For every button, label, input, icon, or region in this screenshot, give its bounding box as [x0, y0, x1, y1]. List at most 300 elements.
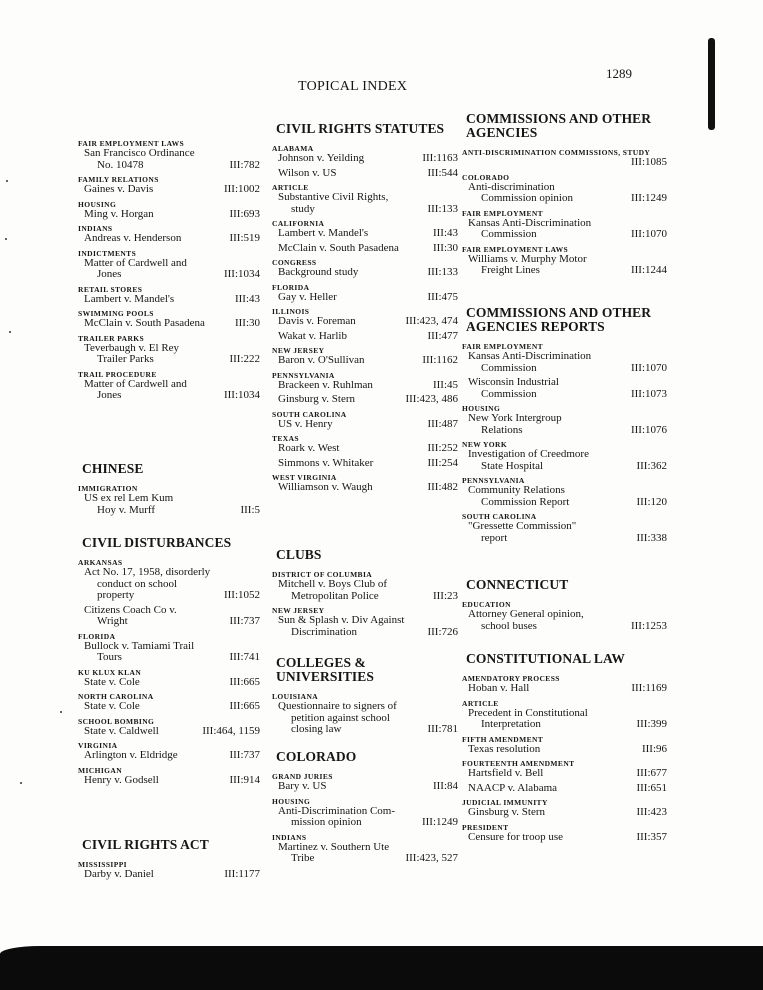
- category-label: GRAND JURIES: [272, 772, 333, 781]
- citation: III:254: [427, 456, 458, 469]
- entry-line: Roark v. West: [278, 442, 340, 454]
- entry-text: [272, 842, 401, 865]
- index-section: [78, 536, 260, 789]
- entry-text: [272, 482, 423, 494]
- entry-line: Trailer Parks: [97, 353, 154, 365]
- citation: III:1253: [630, 619, 667, 632]
- category-label: NORTH CAROLINA: [78, 692, 154, 701]
- entry-line: conduct on school: [97, 577, 178, 590]
- citation: III:1034: [223, 268, 260, 280]
- citation: III:737: [229, 749, 260, 761]
- category-label: JUDICIAL IMMUNITY: [462, 798, 548, 807]
- section-heading: CONSTITUTIONAL LAW: [466, 651, 625, 666]
- entry-line: Commission: [481, 361, 537, 374]
- section-heading: COMMISSIONS AND OTHER AGENCIES: [466, 111, 652, 140]
- entry-line: Williams v. Murphy Motor: [468, 252, 587, 265]
- index-entry: [462, 609, 667, 632]
- entry-line: Bullock v. Tamiami Trail: [84, 639, 195, 652]
- scan-speck: [9, 331, 11, 333]
- entry-text: [272, 579, 429, 602]
- category-label: TRAIL PROCEDURE: [78, 369, 157, 379]
- index-column-2: [272, 0, 458, 990]
- category-label: HOUSING: [462, 404, 501, 413]
- entry-line: mission opinion: [291, 816, 362, 828]
- category-label: CONGRESS: [272, 258, 317, 267]
- citation: III:43: [432, 227, 458, 239]
- entry-text: [272, 380, 429, 392]
- index-entry: [462, 768, 667, 780]
- category-label: MISSISSIPPI: [78, 860, 128, 869]
- entry-text: [462, 218, 627, 241]
- category-label: INDIANS: [272, 832, 307, 842]
- citation: III:1085: [630, 156, 667, 168]
- index-entry: [78, 726, 260, 738]
- index-entry: [272, 482, 458, 494]
- entry-line: Hartsfield v. Bell: [468, 767, 544, 779]
- entry-text: [462, 609, 627, 632]
- entry-text: [78, 750, 225, 762]
- category-label: PENNSYLVANIA: [462, 476, 525, 485]
- category-label: INDICTMENTS: [78, 248, 137, 258]
- citation: III:1070: [630, 361, 667, 374]
- index-entry: [272, 394, 458, 406]
- index-section: [272, 750, 458, 868]
- entry-line: Brackeen v. Ruhlman: [278, 378, 373, 391]
- citation: III:96: [641, 742, 667, 755]
- category-label: PENNSYLVANIA: [272, 370, 335, 380]
- index-entry: [78, 750, 260, 762]
- index-entry: [78, 677, 260, 689]
- category-label: SOUTH CAROLINA: [272, 409, 347, 419]
- entry-line: Act No. 17, 1958, disorderly: [84, 566, 211, 578]
- citation: III:464, 1159: [202, 724, 260, 737]
- entry-text: [272, 781, 429, 793]
- entry-text: [78, 148, 225, 171]
- entry-line: Anti-Discrimination Com-: [278, 804, 396, 817]
- index-entry: [272, 192, 458, 215]
- index-entry: [78, 184, 260, 196]
- entry-text: [78, 233, 225, 245]
- index-section: [78, 135, 260, 405]
- index-entry: [462, 783, 667, 795]
- entry-line: San Francisco Ordinance: [84, 147, 195, 159]
- index-entry: [78, 233, 260, 245]
- entry-text: [78, 869, 220, 881]
- index-entry: [462, 744, 667, 756]
- category-label: DISTRICT OF COLUMBIA: [272, 570, 373, 579]
- section-heading: COMMISSIONS AND OTHER AGENCIES REPORTS: [466, 305, 652, 334]
- entry-text: [462, 768, 632, 780]
- index-entry: [78, 641, 260, 664]
- citation: III:781: [427, 723, 458, 735]
- index-entry: [462, 157, 667, 169]
- index-entry: [78, 318, 260, 330]
- entry-line: Wakat v. Harlib: [278, 329, 347, 342]
- citation: III:338: [636, 531, 667, 544]
- entry-line: Arlington v. Eldridge: [84, 749, 178, 761]
- entry-text: [78, 567, 220, 602]
- entry-line: Interpretation: [481, 718, 541, 730]
- category-label: FLORIDA: [78, 631, 116, 641]
- entry-text: [462, 182, 627, 205]
- section-heading: COLLEGES & UNIVERSITIES: [276, 655, 374, 684]
- citation: III:1002: [223, 183, 260, 195]
- category-label: PRESIDENT: [462, 822, 509, 832]
- entry-line: Wisconsin Industrial: [468, 376, 559, 388]
- entry-text: [272, 168, 423, 180]
- category-label: FAIR EMPLOYMENT: [462, 342, 544, 351]
- category-label: ARKANSAS: [78, 558, 123, 567]
- index-entry: [272, 168, 458, 180]
- citation: III:1249: [630, 192, 667, 204]
- index-section: [462, 652, 667, 846]
- citation: III:1034: [223, 389, 260, 401]
- entry-line: Investigation of Creedmore: [468, 448, 589, 460]
- entry-line: Ginsburg v. Stern: [468, 806, 545, 818]
- entry-line: Hoban v. Hall: [468, 682, 530, 694]
- entry-line: Questionnaire to signers of: [278, 700, 397, 712]
- entry-line: Davis v. Foreman: [278, 315, 356, 327]
- entry-text: [272, 331, 423, 343]
- category-label: NEW YORK: [462, 440, 508, 449]
- citation: III:475: [427, 290, 458, 303]
- entry-line: Bary v. US: [278, 780, 327, 792]
- section-heading: CONNECTICUT: [466, 577, 569, 592]
- entry-text: [462, 413, 627, 436]
- category-label: ARTICLE: [272, 183, 309, 192]
- index-entry: [272, 316, 458, 328]
- entry-line: Matter of Cardwell and: [84, 256, 187, 269]
- index-column-3: [462, 0, 667, 990]
- entry-line: Hoy v. Murff: [97, 503, 156, 516]
- entry-line: school buses: [481, 619, 537, 632]
- citation: III:651: [636, 781, 667, 794]
- entry-text: [462, 708, 632, 731]
- index-entry: [272, 458, 458, 470]
- category-label: TEXAS: [272, 434, 300, 443]
- category-label: KU KLUX KLAN: [78, 667, 142, 677]
- entry-text: [78, 677, 225, 689]
- citation: III:726: [427, 625, 458, 638]
- entry-line: Wilson v. US: [278, 166, 337, 179]
- index-entry: [78, 209, 260, 221]
- entry-line: closing law: [291, 723, 342, 735]
- entry-line: Teverbaugh v. El Rey: [84, 341, 180, 354]
- category-label: NEW JERSEY: [272, 606, 325, 615]
- entry-text: [272, 243, 429, 255]
- index-entry: [462, 521, 667, 544]
- entry-line: petition against school: [291, 711, 390, 724]
- entry-line: Jones: [97, 268, 122, 280]
- index-entry: [272, 267, 458, 279]
- entry-line: Jones: [97, 389, 122, 401]
- citation: III:362: [636, 459, 667, 472]
- entry-line: Commission Report: [481, 495, 570, 508]
- citation: III:693: [229, 207, 260, 220]
- entry-text: [78, 209, 225, 221]
- entry-line: Censure for troop use: [468, 830, 564, 843]
- index-section: [78, 462, 260, 519]
- category-label: INDIANS: [78, 224, 113, 233]
- citation: III:741: [229, 651, 260, 663]
- citation: III:423, 474: [405, 315, 458, 327]
- entry-text: [272, 419, 423, 431]
- section-heading: CLUBS: [276, 547, 322, 562]
- index-entry: [462, 182, 667, 205]
- entry-line: Commission opinion: [481, 192, 573, 204]
- entry-line: Baron v. O'Sullivan: [278, 354, 365, 366]
- entry-line: Citizens Coach Co v.: [84, 603, 177, 616]
- index-entry: [78, 775, 260, 787]
- entry-text: [78, 701, 225, 713]
- index-entry: [462, 449, 667, 472]
- index-entry: [462, 708, 667, 731]
- citation: III:423, 486: [405, 393, 458, 405]
- entry-line: Substantive Civil Rights,: [278, 191, 389, 203]
- entry-line: State v. Caldwell: [84, 724, 159, 737]
- category-label: ILLINOIS: [272, 307, 310, 316]
- citation: III:30: [234, 317, 260, 329]
- entry-line: Community Relations: [468, 484, 565, 496]
- citation: III:1073: [630, 387, 667, 400]
- citation: III:252: [427, 442, 458, 454]
- entry-line: McClain v. South Pasadena: [84, 317, 205, 329]
- entry-line: Williamson v. Waugh: [278, 481, 373, 493]
- citation: III:120: [636, 495, 667, 508]
- index-entry: [462, 413, 667, 436]
- entry-text: [272, 355, 418, 367]
- entry-line: Ginsburg v. Stern: [278, 393, 355, 405]
- citation: III:357: [636, 830, 667, 843]
- index-column-1: [78, 0, 260, 990]
- category-label: FAMILY RELATIONS: [78, 175, 159, 184]
- index-section: [462, 112, 667, 280]
- entry-line: Ming v. Horgan: [84, 207, 154, 220]
- entry-line: No. 10478: [97, 158, 144, 171]
- category-label: CALIFORNIA: [272, 219, 325, 228]
- category-label: MICHIGAN: [78, 765, 123, 775]
- citation: III:43: [234, 292, 260, 305]
- scan-speck: [5, 238, 7, 240]
- entry-text: [78, 294, 231, 306]
- scan-speck: [20, 782, 22, 784]
- citation: III:1070: [630, 228, 667, 240]
- category-label: ARTICLE: [462, 698, 499, 708]
- entry-text: [462, 683, 627, 695]
- index-entry: [272, 355, 458, 367]
- page-title: TOPICAL INDEX: [298, 79, 408, 94]
- entry-line: Lambert v. Mandel's: [278, 227, 369, 239]
- entry-line: Matter of Cardwell and: [84, 377, 187, 390]
- entry-line: Tours: [97, 651, 122, 663]
- entry-line: Lambert v. Mandel's: [84, 292, 175, 305]
- category-label: NEW JERSEY: [272, 346, 325, 355]
- index-entry: [78, 701, 260, 713]
- index-entry: [272, 292, 458, 304]
- citation: III:1169: [631, 682, 667, 694]
- entry-text: [272, 458, 423, 470]
- entry-text: [462, 449, 632, 472]
- category-label: RETAIL STORES: [78, 284, 143, 294]
- category-label: COLORADO: [462, 172, 510, 182]
- entry-text: [78, 726, 198, 738]
- index-entry: [462, 683, 667, 695]
- citation: III:677: [636, 767, 667, 779]
- citation: III:519: [229, 232, 260, 244]
- entry-text: [78, 641, 225, 664]
- index-entry: [78, 869, 260, 881]
- entry-text: [462, 377, 627, 400]
- entry-text: [78, 493, 236, 516]
- index-entry: [78, 605, 260, 628]
- citation: III:1177: [224, 868, 260, 880]
- scan-speck: [6, 180, 8, 182]
- entry-line: Kansas Anti-Discrimination: [468, 216, 592, 229]
- entry-text: [272, 228, 429, 240]
- entry-text: [78, 605, 225, 628]
- index-entry: [78, 567, 260, 602]
- entry-line: Attorney General opinion,: [468, 608, 584, 620]
- category-label: FIFTH AMENDMENT: [462, 734, 544, 744]
- index-entry: [462, 832, 667, 844]
- index-entry: [272, 331, 458, 343]
- category-label: FOURTEENTH AMENDMENT: [462, 759, 575, 768]
- entry-text: [272, 267, 423, 279]
- citation: III:222: [229, 353, 260, 365]
- index-entry: [272, 419, 458, 431]
- index-entry: [78, 294, 260, 306]
- index-entry: [272, 153, 458, 165]
- entry-text: [462, 521, 632, 544]
- entry-text: [78, 343, 225, 366]
- category-label: ALABAMA: [272, 144, 314, 153]
- index-entry: [78, 493, 260, 516]
- index-entry: [272, 228, 458, 240]
- entry-text: [272, 701, 423, 736]
- citation: III:544: [427, 166, 458, 179]
- entry-line: Martinez v. Southern Ute: [278, 840, 390, 853]
- index-entry: [272, 243, 458, 255]
- entry-line: NAACP v. Alabama: [468, 781, 558, 794]
- category-label: HOUSING: [78, 199, 117, 209]
- entry-line: US v. Henry: [278, 417, 333, 430]
- citation: III:84: [432, 780, 458, 792]
- entry-line: Background study: [278, 266, 359, 278]
- index-section: [272, 122, 458, 497]
- entry-text: [462, 744, 638, 756]
- index-section: [272, 656, 458, 739]
- entry-text: [462, 832, 632, 844]
- category-label: FAIR EMPLOYMENT LAWS: [462, 244, 569, 254]
- index-entry: [272, 781, 458, 793]
- category-label: SCHOOL BOMBING: [78, 716, 155, 726]
- category-label: LOUISIANA: [272, 692, 319, 701]
- entry-text: [272, 615, 423, 638]
- entry-line: State v. Cole: [84, 675, 140, 688]
- index-entry: [272, 701, 458, 736]
- citation: III:737: [229, 615, 260, 627]
- citation: III:665: [229, 675, 260, 688]
- entry-text: [78, 184, 220, 196]
- citation: III:133: [427, 266, 458, 278]
- entry-line: study: [291, 202, 315, 215]
- index-section: [462, 306, 667, 547]
- entry-line: New York Intergroup: [468, 412, 562, 424]
- category-label: AMENDATORY PROCESS: [462, 674, 560, 683]
- entry-line: Kansas Anti-Discrimination: [468, 350, 592, 362]
- scan-speck: [60, 711, 62, 713]
- entry-text: [272, 292, 423, 304]
- section-heading: CHINESE: [82, 461, 144, 476]
- entry-line: Darby v. Daniel: [84, 868, 154, 880]
- citation: III:482: [427, 481, 458, 493]
- citation: III:423: [636, 806, 667, 818]
- index-entry: [462, 485, 667, 508]
- index-entry: [272, 842, 458, 865]
- entry-line: Gay v. Heller: [278, 290, 337, 303]
- citation: III:1052: [223, 589, 260, 601]
- category-label: IMMIGRATION: [78, 484, 138, 493]
- entry-line: Andreas v. Henderson: [84, 232, 182, 244]
- entry-text: [272, 443, 423, 455]
- entry-line: Henry v. Godsell: [84, 773, 159, 786]
- citation: III:782: [229, 158, 260, 171]
- entry-line: Commission: [481, 387, 537, 400]
- category-label: ANTI-DISCRIMINATION COMMISSIONS, STUDY: [462, 148, 651, 157]
- entry-text: [272, 153, 418, 165]
- index-section: [272, 548, 458, 641]
- entry-line: Sun & Splash v. Div Against: [278, 614, 405, 626]
- scan-edge-bottom: [0, 946, 763, 990]
- section-heading: CIVIL RIGHTS ACT: [82, 837, 209, 852]
- category-label: EDUCATION: [462, 600, 511, 609]
- citation: III:1076: [630, 423, 667, 436]
- entry-text: [272, 806, 418, 829]
- index-section: [462, 578, 667, 635]
- entry-line: Wright: [97, 615, 128, 627]
- section-heading: COLORADO: [276, 749, 357, 764]
- index-entry: [78, 148, 260, 171]
- entry-text: [462, 807, 632, 819]
- entry-line: report: [481, 531, 508, 544]
- citation: III:1163: [422, 152, 458, 164]
- entry-line: Tribe: [291, 852, 315, 864]
- entry-line: Mitchell v. Boys Club of: [278, 578, 387, 590]
- entry-line: Anti-discrimination: [468, 180, 555, 193]
- entry-line: Freight Lines: [481, 264, 540, 276]
- entry-text: [462, 783, 632, 795]
- entry-text: [272, 394, 401, 406]
- entry-line: Metropolitan Police: [291, 589, 379, 602]
- entry-line: Texas resolution: [468, 742, 541, 755]
- index-entry: [462, 807, 667, 819]
- category-label: HOUSING: [272, 796, 311, 806]
- citation: III:1249: [421, 816, 458, 828]
- entry-line: Simmons v. Whitaker: [278, 456, 374, 469]
- entry-text: [272, 192, 423, 215]
- index-entry: [78, 343, 260, 366]
- section-heading: CIVIL DISTURBANCES: [82, 535, 232, 550]
- entry-line: Johnson v. Yeilding: [278, 152, 365, 164]
- scan-edge-right: [708, 38, 715, 130]
- citation: III:23: [432, 589, 458, 602]
- entry-line: US ex rel Lem Kum: [84, 492, 174, 504]
- entry-text: [78, 775, 225, 787]
- entry-text: [462, 351, 627, 374]
- page-number: 1289: [606, 66, 632, 81]
- index-section: [78, 838, 260, 884]
- entry-text: [78, 379, 220, 402]
